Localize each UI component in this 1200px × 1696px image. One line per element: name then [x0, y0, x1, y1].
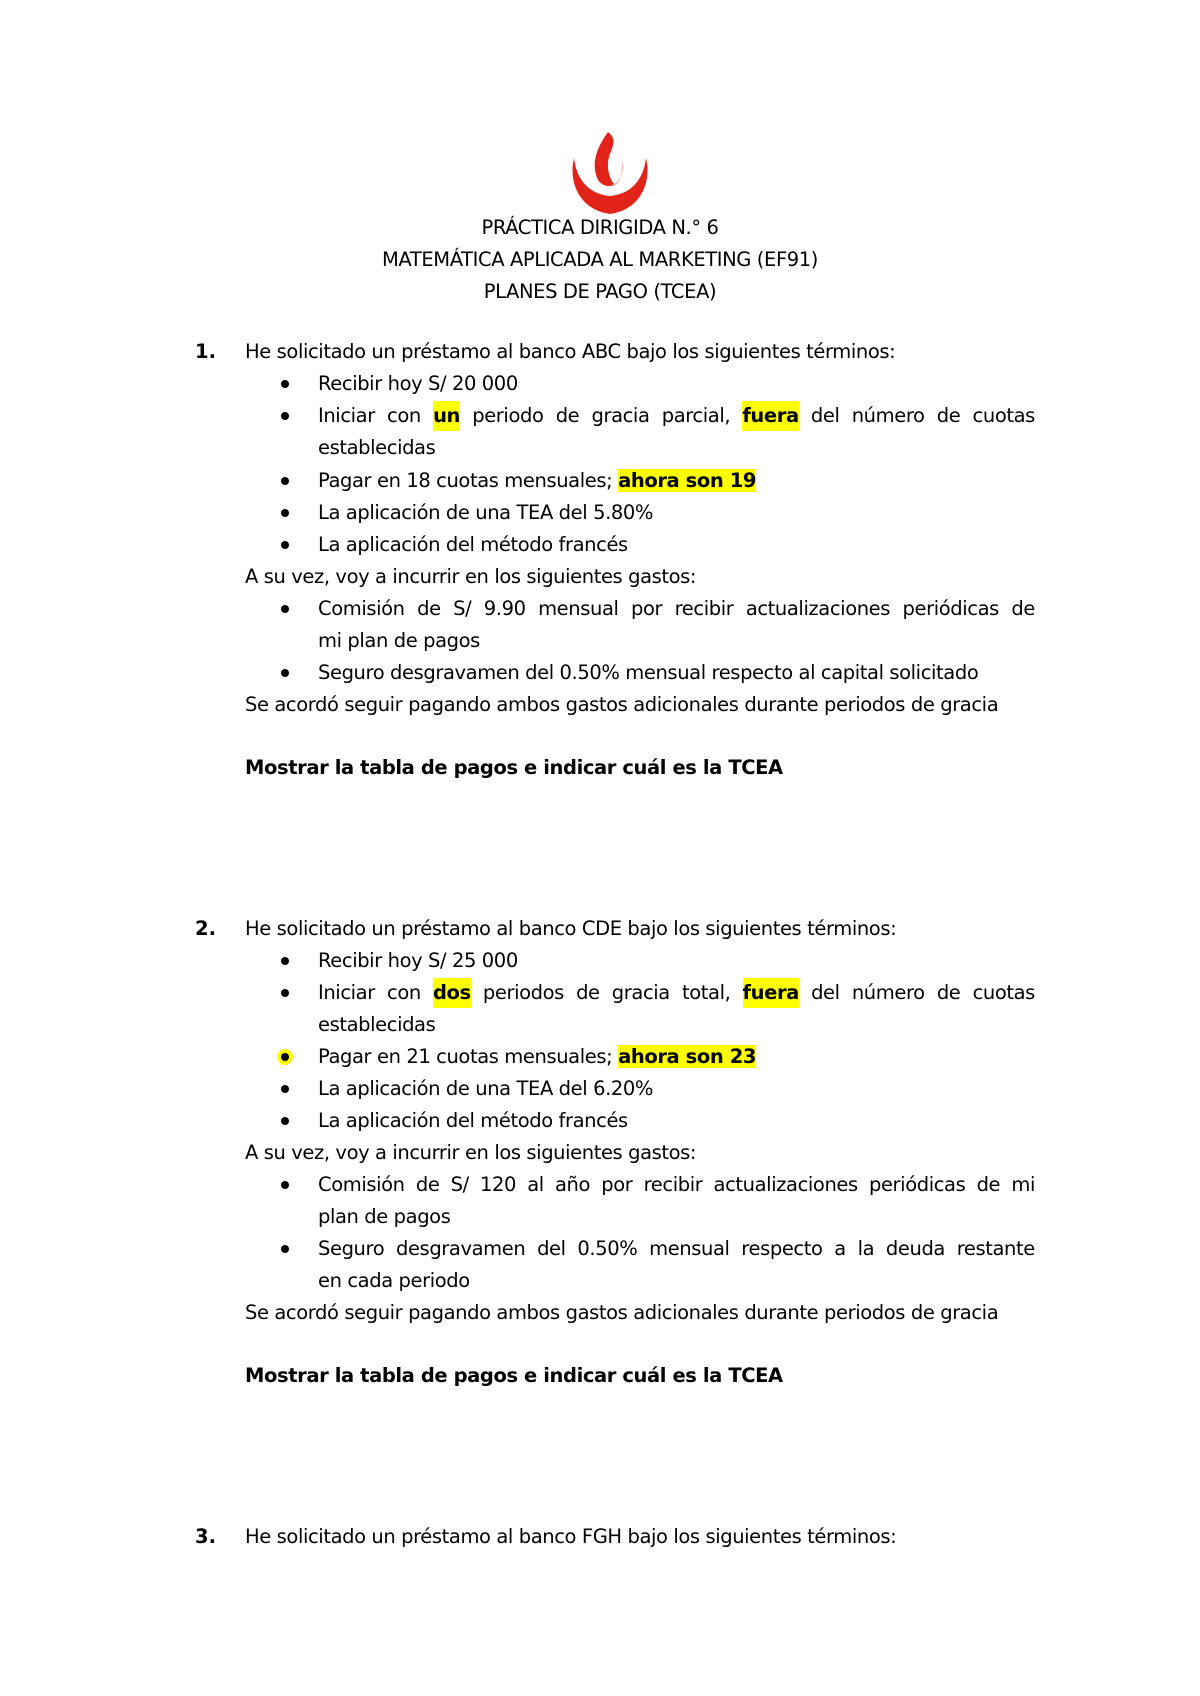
bullet-icon	[281, 477, 289, 485]
word: Comisión	[318, 597, 405, 620]
word: actualizaciones	[745, 597, 891, 620]
word: 120	[479, 1173, 517, 1196]
list-item	[318, 401, 1035, 431]
list-item-continuation: mi plan de pagos	[318, 629, 480, 652]
word: respecto	[741, 1237, 823, 1260]
word: Iniciar	[318, 404, 375, 427]
word: periodos	[482, 981, 564, 1004]
list-item-continuation: plan de pagos	[318, 1205, 451, 1228]
question-number: 1.	[195, 340, 216, 363]
paragraph: Se acordó seguir pagando ambos gastos adicionales durante periodos de gracia	[245, 1301, 999, 1324]
paragraph: A su vez, voy a incurrir en los siguientes gastos:	[245, 565, 697, 588]
bullet-icon	[281, 380, 289, 388]
word: periódicas	[868, 1173, 966, 1196]
word: parcial,	[661, 404, 731, 427]
list-item	[318, 1170, 1035, 1200]
highlighted-text: ahora son 23	[618, 1045, 757, 1068]
list-item	[318, 1042, 756, 1072]
word: de	[417, 597, 441, 620]
word: recibir	[674, 597, 734, 620]
word: gracia	[591, 404, 650, 427]
word: periodo	[472, 404, 544, 427]
question-number: 2.	[195, 917, 216, 940]
word: a	[834, 1237, 846, 1260]
word: actualizaciones	[713, 1173, 858, 1196]
bullet-icon	[281, 1085, 289, 1093]
word: con	[387, 981, 421, 1004]
task-instruction: Mostrar la tabla de pagos e indicar cuál es la TCEA	[245, 1364, 783, 1387]
course-title: MATEMÁTICA APLICADA AL MARKETING (EF91)	[382, 248, 818, 271]
question-intro: He solicitado un préstamo al banco FGH bajo los siguientes términos:	[245, 1525, 897, 1548]
word: S/	[453, 597, 472, 620]
word: la	[857, 1237, 875, 1260]
list-item	[318, 466, 756, 496]
word: 9.90	[483, 597, 526, 620]
bullet-icon	[281, 1181, 289, 1189]
bullet-icon	[281, 669, 289, 677]
highlighted-word: un	[433, 401, 460, 431]
list-item: La aplicación de una TEA del 6.20%	[318, 1077, 654, 1100]
word: de	[415, 1173, 440, 1196]
bullet-icon	[281, 1117, 289, 1125]
list-item: Recibir hoy S/ 25 000	[318, 949, 518, 972]
question-intro: He solicitado un préstamo al banco ABC bajo los siguientes términos:	[245, 340, 896, 363]
word: restante	[956, 1237, 1035, 1260]
word: mensual	[649, 1237, 730, 1260]
word: desgravamen	[395, 1237, 526, 1260]
highlighted-word: dos	[433, 978, 471, 1008]
word: gracia	[611, 981, 670, 1004]
bullet-icon	[281, 989, 289, 997]
word: 0.50%	[577, 1237, 638, 1260]
question-number: 3.	[195, 1525, 216, 1548]
word: Iniciar	[318, 981, 375, 1004]
topic-title: PLANES DE PAGO (TCEA)	[483, 280, 717, 303]
list-item	[318, 1234, 1035, 1264]
list-item: La aplicación de una TEA del 5.80%	[318, 501, 654, 524]
bullet-icon	[281, 509, 289, 517]
list-item-text: Pagar en 18 cuotas mensuales;	[318, 469, 619, 492]
highlighted-text: ahora son 19	[618, 469, 757, 492]
question-intro: He solicitado un préstamo al banco CDE bajo los siguientes términos:	[245, 917, 897, 940]
list-item: La aplicación del método francés	[318, 1109, 628, 1132]
list-item-text: Pagar en 21 cuotas mensuales;	[318, 1045, 619, 1068]
word: mensual	[538, 597, 619, 620]
bullet-icon	[281, 605, 289, 613]
bullet-icon	[281, 1053, 289, 1061]
word: de	[1011, 597, 1035, 620]
word: de	[936, 981, 961, 1004]
word: de	[976, 1173, 1001, 1196]
word: Comisión	[318, 1173, 405, 1196]
doc-title: PRÁCTICA DIRIGIDA N.° 6	[481, 216, 719, 239]
word: S/	[450, 1173, 469, 1196]
word: cuotas	[972, 404, 1035, 427]
bullet-icon	[281, 541, 289, 549]
list-item: La aplicación del método francés	[318, 533, 628, 556]
paragraph: Se acordó seguir pagando ambos gastos adicionales durante periodos de gracia	[245, 693, 999, 716]
list-item	[318, 594, 1035, 624]
word: Seguro	[318, 1237, 385, 1260]
word: de	[936, 404, 961, 427]
word: número	[851, 404, 925, 427]
paragraph: A su vez, voy a incurrir en los siguientes gastos:	[245, 1141, 697, 1164]
word: periódicas	[902, 597, 999, 620]
list-item-continuation: establecidas	[318, 1013, 436, 1036]
word: por	[601, 1173, 633, 1196]
bullet-icon	[281, 412, 289, 420]
list-item-continuation: establecidas	[318, 436, 436, 459]
list-item	[318, 978, 1035, 1008]
word: del	[537, 1237, 566, 1260]
highlighted-word: fuera	[743, 978, 799, 1008]
word: año	[555, 1173, 591, 1196]
word: por	[630, 597, 663, 620]
word: cuotas	[972, 981, 1035, 1004]
word: de	[555, 404, 580, 427]
list-item-continuation: en cada periodo	[318, 1269, 470, 1292]
word: del	[811, 981, 840, 1004]
word: número	[851, 981, 925, 1004]
word: de	[576, 981, 600, 1004]
task-instruction: Mostrar la tabla de pagos e indicar cuál es la TCEA	[245, 756, 783, 779]
word: del	[810, 404, 840, 427]
bullet-icon	[281, 957, 289, 965]
list-item: Seguro desgravamen del 0.50% mensual respecto al capital solicitado	[318, 661, 979, 684]
word: total,	[682, 981, 731, 1004]
word: recibir	[643, 1173, 703, 1196]
bullet-icon	[281, 1245, 289, 1253]
upc-flame-logo	[568, 128, 652, 218]
highlighted-word: fuera	[742, 401, 798, 431]
list-item: Recibir hoy S/ 20 000	[318, 372, 518, 395]
word: con	[387, 404, 421, 427]
word: al	[527, 1173, 544, 1196]
word: deuda	[885, 1237, 945, 1260]
word: mi	[1011, 1173, 1035, 1196]
